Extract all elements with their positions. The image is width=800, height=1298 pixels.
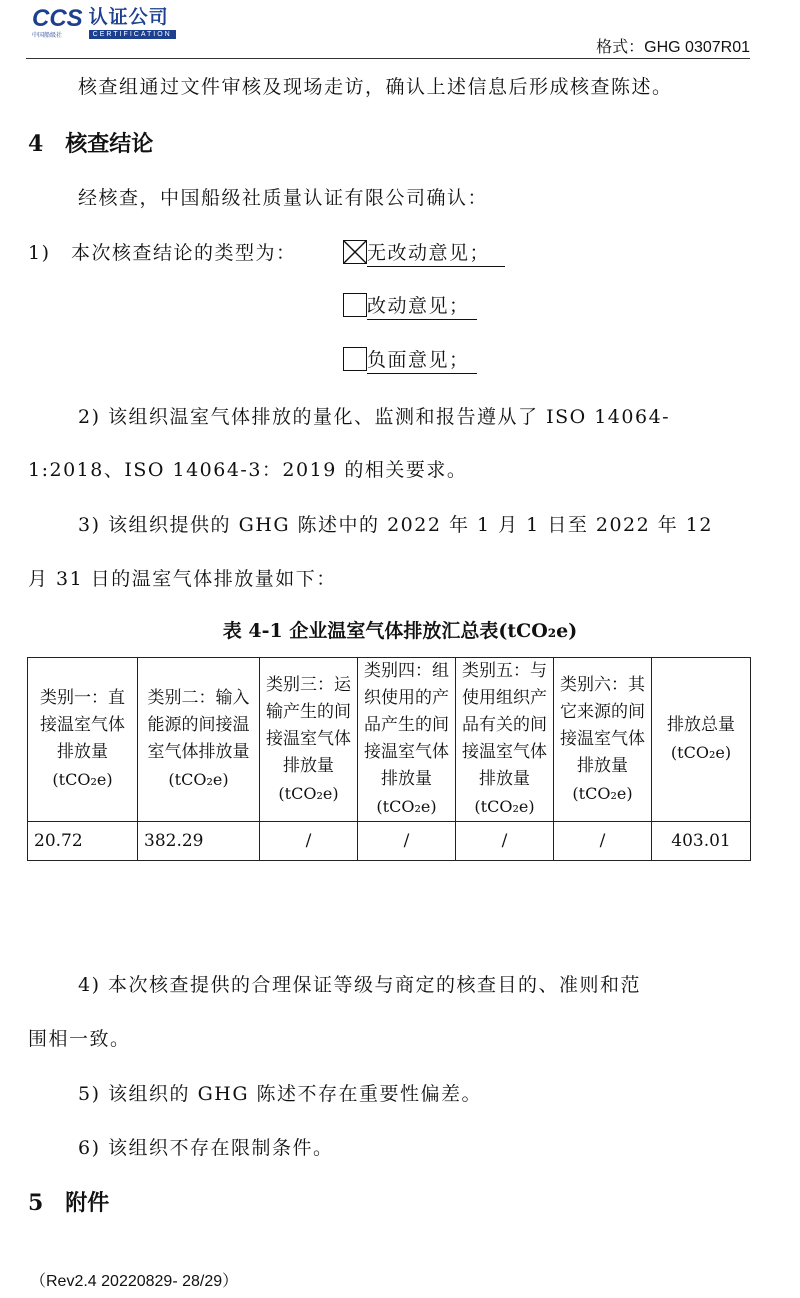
section-4-title: 4 核查结论 xyxy=(28,131,154,157)
item-4-line-1: 4) 本次核查提供的合理保证等级与商定的核查目的、准则和范 xyxy=(78,974,642,996)
table-row xyxy=(28,822,751,861)
page-header xyxy=(0,0,800,60)
logo-cn-text: 认证公司 xyxy=(88,6,169,28)
item-4-line-2: 围相一致。 xyxy=(28,1028,131,1050)
logo-cert-text: CERTIFICATION xyxy=(89,30,176,39)
paragraph-confirm: 经核查，中国船级社质量认证有限公司确认： xyxy=(78,187,489,209)
header-cell: 类别二：输入能源的间接温室气体排放量 (tCO₂e) xyxy=(138,658,260,822)
logo-ccs-text: CCS xyxy=(32,5,83,32)
header-cell: 类别六：其它来源的间接温室气体排放量 (tCO₂e) xyxy=(554,658,652,822)
option-change xyxy=(343,291,477,318)
item-6: 6) 该组织不存在限制条件。 xyxy=(78,1137,334,1159)
header-cell: 类别四：组织使用的产品产生的间接温室气体排放量 (tCO₂e) xyxy=(358,658,456,822)
item-3-line-1: 3) 该组织提供的 GHG 陈述中的 2022 年 1 月 1 日至 2022 年 12 xyxy=(78,514,713,536)
header-divider xyxy=(26,58,750,59)
footer-revision: （Rev2.4 20220829- 28/29） xyxy=(30,1273,239,1290)
table-caption: 表 4-1 企业温室气体排放汇总表(tCO₂e) xyxy=(222,620,578,642)
item-2-line-1: 2) 该组织温室气体排放的量化、监测和报告遵从了 ISO 14064- xyxy=(78,406,671,428)
emissions-summary-table xyxy=(27,657,751,861)
section-5-title: 5 附件 xyxy=(28,1190,110,1216)
logo-sub-text: 中国船级社 xyxy=(32,33,63,39)
table-cell: / xyxy=(456,822,554,861)
table-cell: 20.72 xyxy=(28,822,138,861)
format-code: 格式：GHG 0307R01 xyxy=(596,39,750,56)
item-1-label: 1) 本次核查结论的类型为： xyxy=(28,242,297,264)
header-cell: 排放总量 (tCO₂e) xyxy=(652,658,751,822)
header-cell: 类别一：直接温室气体排放量 (tCO₂e) xyxy=(28,658,138,822)
ccs-logo xyxy=(32,6,176,46)
header-cell: 类别三：运输产生的间接温室气体排放量 (tCO₂e) xyxy=(260,658,358,822)
table-cell: / xyxy=(358,822,456,861)
table-header-row xyxy=(28,658,751,822)
item-5: 5) 该组织的 GHG 陈述不存在重要性偏差。 xyxy=(78,1083,483,1105)
table-cell: / xyxy=(260,822,358,861)
checkbox-empty xyxy=(343,293,367,317)
checkbox-checked xyxy=(343,240,367,264)
item-2-line-2: 1:2018、ISO 14064-3：2019 的相关要求。 xyxy=(28,459,468,481)
option-no-change-label: 无改动意见； xyxy=(367,242,490,267)
checkbox-empty xyxy=(343,347,367,371)
paragraph-intro: 核查组通过文件审核及现场走访，确认上述信息后形成核查陈述。 xyxy=(78,76,673,98)
table-cell: / xyxy=(554,822,652,861)
option-negative xyxy=(343,345,477,372)
option-negative-label: 负面意见； xyxy=(367,349,470,374)
table-cell: 382.29 xyxy=(138,822,260,861)
header-cell: 类别五：与使用组织产品有关的间接温室气体排放量 (tCO₂e) xyxy=(456,658,554,822)
option-change-label: 改动意见； xyxy=(367,295,470,320)
option-no-change xyxy=(343,238,505,265)
table-cell: 403.01 xyxy=(652,822,751,861)
item-3-line-2: 月 31 日的温室气体排放量如下： xyxy=(28,568,337,590)
